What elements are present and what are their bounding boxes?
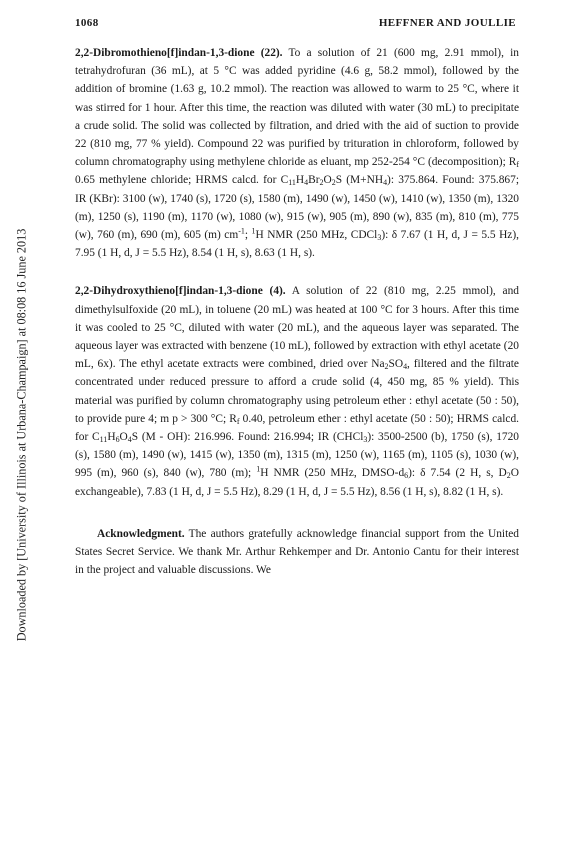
compound-22-heading: 2,2-Dibromothieno[f]indan-1,3-dione (22). [75,47,283,59]
page-number: 1068 [75,17,99,29]
running-head: HEFFNER AND JOULLIE [378,17,516,29]
paragraph-dibromo: 2,2-Dibromothieno[f]indan-1,3-dione (22). To a solution of 21 (600 mg, 2.91 mmol), in tetrahydrofuran (36 mL), at 5 °C was added pyridine (4.6 g, 58.2 mmol), followed by the addition of bromine (1.63 g, 10.2 mmol). The reaction was allowed to warm to 25 °C, where it was stirred for 1 hour. After this time, the reaction was diluted with water (30 mL) to precipitate a crude solid. The solid was collected by filtration, and dried with the aid of suction to provide 22 (810 mg, 77 % yield). Compound 22 was purified by trituration in chloroform, followed by column chromatography using methylene chloride as eluant, mp 252-254 °C (decomposition); $R_f$ 0.65 methylene chloride; HRMS calcd. for $C_{11}H_4Br_2O_2S$ $(M+NH_4)$: 375.864. Found: 375.867; IR (KBr): 3100 (w), 1740 (s), 1720 (s), 1580 (m), 1490 (w), 1450 (w), 1410 (w), 1350 (m), 1320 (m), 1250 (s), 1190 (m), 1170 (w), 1080 (w), 915 (w), 905 (m), 890 (w), 835 (m), 810 (m), 775 (w), 760 (m), 690 (m), 605 (m) $cm^{-1}$; $^1$H NMR (250 MHz, CDCl$_3$): δ 7.67 (1 H, d, J = 5.5 Hz), 7.95 (1 H, d, J = 5.5 Hz), 8.54 (1 H, s), 8.63 (1 H, s). [75,47,520,260]
acknowledgment-heading: Acknowledgment. [97,527,185,540]
paragraph-acknowledgment: Acknowledgment. The authors gratefully acknowledge financial support from the United States Secret Service. We thank Mr. Arthur Rehkemper and Dr. Antonio Cantu for their interest in the project and valuable discussions. We [75,527,519,577]
download-note: Downloaded by [University of Illinois at Urbana-Champaign] at 08:08 16 June 2013 [14,228,29,642]
compound-4-heading: 2,2-Dihydroxythieno[f]indan-1,3-dione (4). [75,285,286,298]
paragraph-dihydroxy: 2,2-Dihydroxythieno[f]indan-1,3-dione (4). A solution of 22 (810 mg, 2.25 mmol), and dimethylsulfoxide (20 mL), in toluene (20 mL) was heated at 100 °C for 3 hours. After this time it was cooled to 25 °C, diluted with water (20 mL), and the aqueous layer was separated. The aqueous layer was extracted with benzene (10 mL), followed by extraction with ethyl acetate (20 mL, 6x). The ethyl acetate extracts were combined, dried over $Na_2SO_4$, filtered and the filtrate concentrated under reduced pressure to afford a crude solid (4, 450 mg, 85 % yield). This material was purified by column chromatography using petroleum ether : ethyl acetate (50 : 50), to provide pure 4; m p > 300 °C; $R_f$ 0.40, petroleum ether : ethyl acetate (50 : 50); HRMS calcd. for $C_{11}H_6O_4S$ (M - OH): 216.996. Found: 216.994; IR (CHCl$_3$): 3500-2500 (b), 1750 (s), 1720 (s), 1580 (m), 1490 (w), 1415 (w), 1350 (m), 1315 (m), 1250 (w), 1165 (m), 1105 (s), 1030 (w), 995 (m), 960 (s), 840 (w), 780 (m); $^1$H NMR (250 MHz, DMSO-$d_6$): δ 7.54 (2 H, s, $D_2O$ exchangeable), 7.83 (1 H, d, J = 5.5 Hz), 8.29 (1 H, d, J = 5.5 Hz), 8.56 (1 H, s), 8.82 (1 H, s). [75,285,519,498]
article-body [75,44,519,579]
download-watermark [0,0,40,864]
page-header [75,17,516,33]
